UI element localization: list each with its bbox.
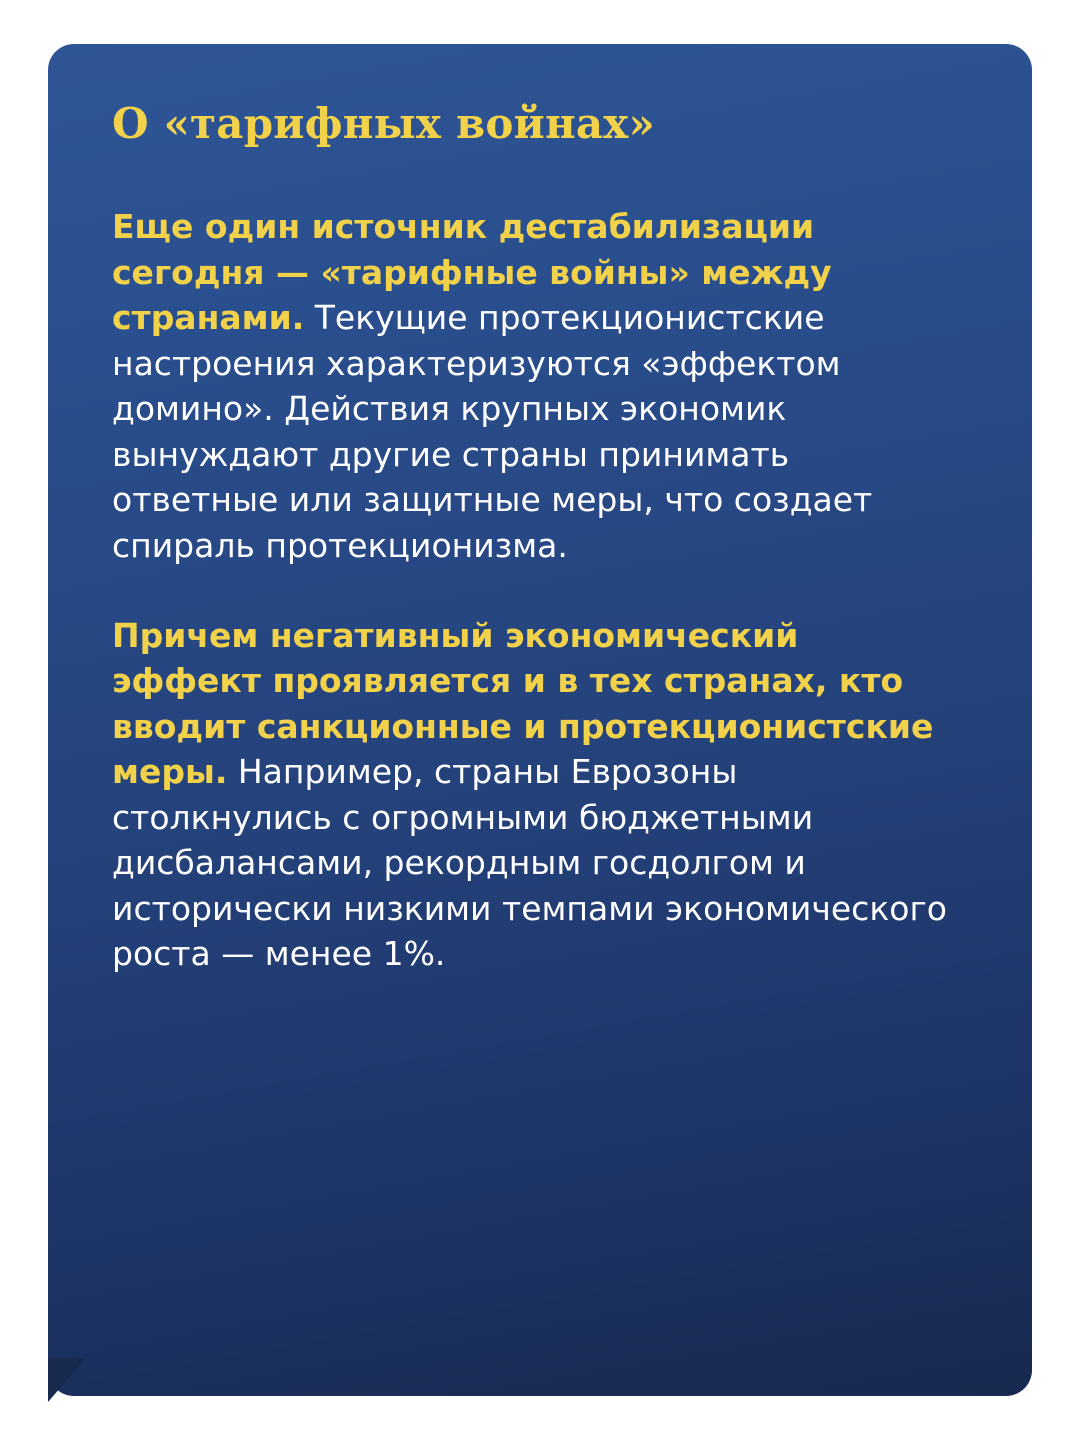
- page-title: О «тарифных войнах»: [112, 99, 655, 148]
- paragraph-2: [112, 613, 952, 977]
- paragraph-1-highlight: Еще один источник дестабилизации сегодня — «тарифные войны» между странами.: [112, 207, 832, 338]
- paragraph-2-highlight: Причем негативный экономический эффект проявляется и в тех странах, кто вводит санкционные и протекционистские меры.: [112, 615, 934, 792]
- paragraph-2-body: Например, страны Еврозоны столкнулись с огромными бюджетными дисбалансами, рекордным госдолгом и исторически низкими темпами экономического роста — менее 1%.: [112, 752, 947, 974]
- speech-bubble-tail: [48, 1358, 86, 1402]
- paragraph-1-body: Текущие протекционистские настроения характеризуются «эффектом домино». Действия крупных экономик вынуждают другие страны принимать ответные или защитные меры, что создает спираль протекционизма.: [112, 298, 873, 566]
- paragraph-1: [112, 204, 952, 568]
- quote-card: [48, 44, 1032, 1396]
